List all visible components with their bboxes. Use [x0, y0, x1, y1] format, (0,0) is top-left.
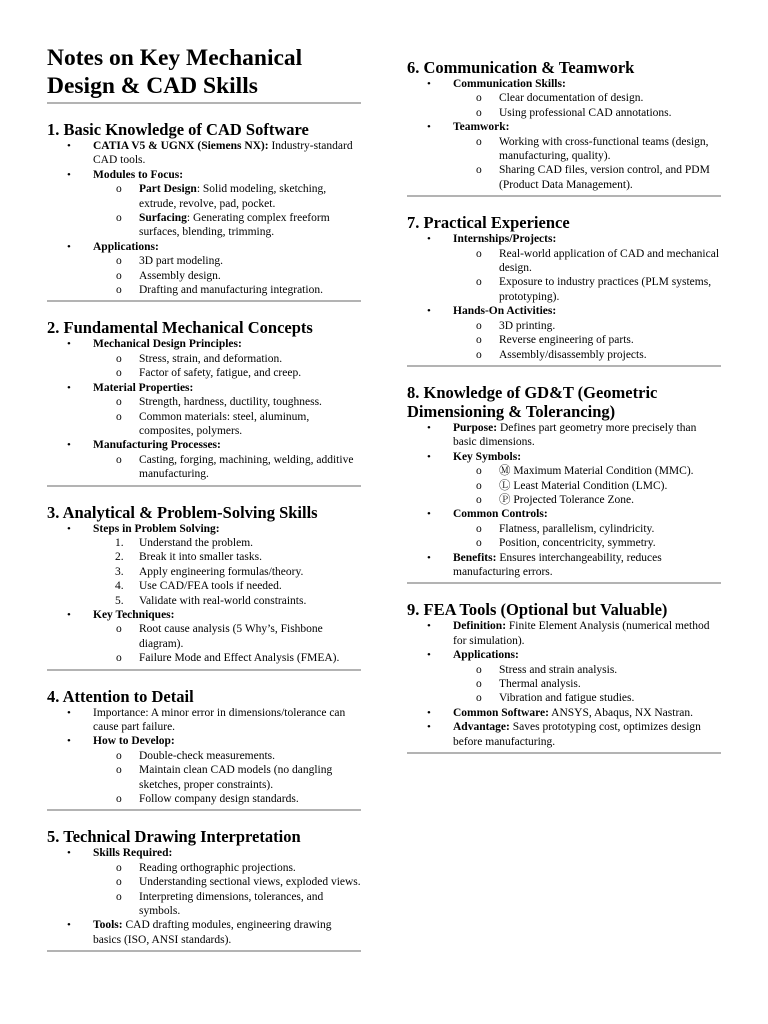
sub-item — [47, 565, 361, 579]
sub-item — [407, 135, 721, 164]
sub-bullet-marker: o — [116, 764, 122, 777]
item-label: Communication Skills: — [453, 78, 566, 90]
item-text: Industry-standard CAD tools. — [93, 140, 353, 167]
sub-item — [47, 875, 361, 889]
bullet-list — [47, 706, 361, 807]
sub-item — [47, 352, 361, 366]
sub-bullet-marker: o — [476, 522, 482, 535]
section-divider — [407, 752, 721, 754]
item-label: Common Software: — [453, 706, 549, 719]
sub-item — [47, 651, 361, 665]
sub-item — [47, 861, 361, 875]
list-item — [407, 706, 721, 720]
step-number: 4. — [115, 580, 124, 593]
item-label: Mechanical Design Principles: — [93, 338, 242, 351]
list-item — [47, 734, 361, 806]
section — [47, 811, 361, 952]
right-sections — [407, 58, 721, 754]
sub-list — [93, 254, 361, 297]
list-item — [407, 77, 721, 120]
document-title: Notes on Key Mechanical Design & CAD Skills — [47, 45, 303, 99]
section-divider — [47, 950, 361, 952]
sub-bullet-marker: o — [476, 663, 482, 676]
sub-list — [453, 91, 721, 120]
sub-item-text: Ⓟ Projected Tolerance Zone. — [499, 493, 635, 506]
sub-item-text: Understanding sectional views, exploded views. — [139, 876, 361, 889]
sub-item — [407, 163, 721, 192]
sub-bullet-marker: o — [116, 410, 122, 423]
sub-item-text: Strength, hardness, ductility, toughness. — [139, 396, 322, 409]
item-text: CAD drafting modules, engineering drawing basics (ISO, ANSI standards). — [93, 919, 332, 946]
sub-item — [47, 283, 361, 297]
sub-bullet-marker: o — [116, 396, 122, 409]
sub-item-text: Common materials: steel, aluminum, composites, polymers. — [139, 410, 310, 437]
sub-list — [93, 395, 361, 438]
sub-item — [47, 763, 361, 792]
sub-item-text: Exposure to industry practices (PLM systems, prototyping). — [499, 276, 712, 303]
sub-item — [407, 691, 721, 705]
item-label: CATIA V5 & UGNX (Siemens NX): — [93, 140, 269, 152]
sub-item — [407, 348, 721, 362]
sub-bullet-marker: o — [476, 164, 482, 177]
sub-item — [407, 106, 721, 120]
bullet-list — [47, 139, 361, 297]
sub-bullet-marker: o — [116, 367, 122, 380]
list-item — [47, 846, 361, 918]
section — [47, 302, 361, 486]
bullet-marker: • — [67, 522, 71, 535]
sub-item-label: Surfacing — [139, 212, 187, 225]
sub-bullet-marker: o — [476, 106, 482, 119]
sub-item — [47, 410, 361, 439]
bullet-marker: • — [67, 706, 71, 719]
bullet-list — [407, 421, 721, 579]
sub-item — [47, 890, 361, 919]
bullet-marker: • — [427, 121, 431, 134]
item-text: Defines part geometry more precisely than basic dimensions. — [453, 421, 697, 449]
sub-list — [453, 522, 721, 551]
sub-list — [93, 861, 361, 919]
sub-item — [47, 182, 361, 211]
section — [47, 671, 361, 812]
sub-item-text: Stress, strain, and deformation. — [139, 352, 283, 365]
bullet-marker: • — [67, 381, 71, 394]
sub-item-text: Drafting and manufacturing integration. — [139, 284, 323, 297]
section — [407, 58, 721, 197]
section-heading: 2. Fundamental Mechanical Concepts — [47, 318, 313, 338]
sub-item-text: Ⓛ Least Material Condition (LMC). — [499, 479, 668, 492]
sub-item — [47, 792, 361, 806]
sub-bullet-marker: o — [476, 465, 482, 478]
item-label: Steps in Problem Solving: — [93, 522, 220, 535]
section-heading: 4. Attention to Detail — [47, 686, 194, 706]
item-label: How to Develop: — [93, 735, 175, 748]
list-item — [47, 706, 361, 735]
item-label: Purpose: — [453, 421, 498, 434]
sub-bullet-marker: o — [116, 255, 122, 268]
sub-item — [407, 493, 721, 507]
sub-item — [407, 247, 721, 276]
bullet-marker: • — [427, 233, 431, 246]
sub-bullet-marker: o — [476, 92, 482, 105]
sub-bullet-marker: o — [116, 623, 122, 636]
bullet-marker: • — [67, 168, 71, 181]
item-label: Applications: — [453, 649, 519, 662]
sub-item — [47, 550, 361, 564]
bullet-marker: • — [427, 721, 431, 734]
item-text: Saves prototyping cost, optimizes design before manufacturing. — [453, 721, 701, 748]
sub-list — [93, 182, 361, 240]
sub-bullet-marker: o — [116, 861, 122, 874]
sub-item-text: 3D part modeling. — [139, 255, 223, 268]
step-number: 2. — [115, 551, 124, 564]
sub-list — [453, 663, 721, 706]
sub-bullet-marker: o — [476, 537, 482, 550]
section-heading: 7. Practical Experience — [407, 213, 570, 233]
sub-item-text: Failure Mode and Effect Analysis (FMEA). — [139, 652, 340, 665]
sub-item — [407, 479, 721, 493]
bullet-marker: • — [427, 508, 431, 521]
list-item — [47, 522, 361, 608]
sub-item — [47, 269, 361, 283]
sub-bullet-marker: o — [476, 678, 482, 690]
sub-item — [47, 749, 361, 763]
bullet-marker: • — [427, 78, 431, 90]
step-number: 5. — [115, 594, 124, 607]
sub-bullet-marker: o — [476, 319, 482, 332]
bullet-marker: • — [427, 450, 431, 463]
sub-bullet-marker: o — [476, 479, 482, 492]
sub-item-text: Ⓜ Maximum Material Condition (MMC). — [499, 465, 694, 478]
bullet-marker: • — [67, 240, 71, 253]
sub-item-text: Using professional CAD annotations. — [499, 106, 672, 119]
section — [407, 367, 721, 584]
numbered-list — [93, 536, 361, 608]
sub-item-text: Flatness, parallelism, cylindricity. — [499, 522, 655, 535]
sub-bullet-marker: o — [116, 749, 122, 762]
sub-item — [407, 275, 721, 304]
sub-bullet-marker: o — [116, 352, 122, 365]
sub-item-text: Assembly design. — [139, 269, 221, 282]
sub-bullet-marker: o — [116, 876, 122, 889]
list-item — [407, 421, 721, 450]
bullet-marker: • — [427, 649, 431, 662]
sub-item-text: Factor of safety, fatigue, and creep. — [139, 367, 302, 380]
section — [407, 197, 721, 367]
item-label: Advantage: — [453, 721, 510, 734]
bullet-marker: • — [67, 608, 71, 621]
sub-item — [407, 522, 721, 536]
sub-item — [47, 594, 361, 608]
right-column — [407, 0, 721, 754]
sub-item-text: Use CAD/FEA tools if needed. — [139, 580, 282, 593]
sub-item — [47, 453, 361, 482]
left-sections — [47, 104, 361, 952]
sub-item-text: Real-world application of CAD and mechanical design. — [499, 247, 720, 275]
sub-bullet-marker: o — [116, 269, 122, 282]
bullet-marker: • — [67, 140, 71, 152]
item-text: Finite Element Analysis (numerical method for simulation). — [453, 620, 710, 647]
sub-item — [407, 333, 721, 347]
bullet-marker: • — [67, 847, 71, 860]
section-heading: 1. Basic Knowledge of CAD Software — [47, 120, 309, 139]
bullet-marker: • — [427, 706, 431, 719]
sub-list — [453, 319, 721, 362]
sub-item — [47, 395, 361, 409]
sub-item-text: Root cause analysis (5 Why’s, Fishbone diagram). — [139, 623, 323, 650]
sub-bullet-marker: o — [476, 493, 482, 506]
sub-item-text: Break it into smaller tasks. — [139, 551, 262, 564]
list-item — [47, 381, 361, 439]
bullet-list — [47, 846, 361, 947]
sub-list — [93, 352, 361, 381]
sub-bullet-marker: o — [116, 453, 122, 466]
item-label: Common Controls: — [453, 508, 548, 521]
sub-item-text: Reverse engineering of parts. — [499, 334, 634, 347]
item-text: Importance: A minor error in dimensions/tolerance can cause part failure. — [93, 706, 346, 733]
sub-list — [93, 453, 361, 482]
section-heading: 3. Analytical & Problem-Solving Skills — [47, 502, 318, 522]
sub-item-text: Vibration and fatigue studies. — [499, 692, 635, 705]
item-label: Definition: — [453, 620, 507, 633]
bullet-marker: • — [67, 735, 71, 748]
sub-bullet-marker: o — [116, 183, 122, 196]
sub-item-text: Interpreting dimensions, tolerances, and symbols. — [139, 890, 324, 918]
section-heading: 8. Knowledge of GD&T (Geometric Dimensioning & Tolerancing) — [407, 382, 658, 421]
list-item — [407, 551, 721, 580]
bullet-list — [47, 337, 361, 481]
sub-item — [407, 536, 721, 550]
item-label: Skills Required: — [93, 847, 173, 860]
bullet-marker: • — [427, 305, 431, 318]
bullet-marker: • — [427, 421, 431, 434]
sub-item-text: : Solid modeling, sketching, extrude, revolve, pad, pocket. — [139, 183, 327, 210]
list-item — [407, 720, 721, 749]
sub-item — [407, 677, 721, 691]
sub-item-text: Follow company design standards. — [139, 793, 299, 806]
step-number: 1. — [115, 536, 124, 549]
sub-item — [47, 536, 361, 550]
sub-item-text: Apply engineering formulas/theory. — [139, 565, 304, 578]
item-label: Internships/Projects: — [453, 233, 557, 246]
bullet-marker: • — [427, 551, 431, 564]
sub-item-text: Casting, forging, machining, welding, additive manufacturing. — [139, 453, 354, 481]
sub-list — [453, 135, 721, 193]
sub-item-text: Understand the problem. — [139, 536, 254, 549]
section — [47, 104, 361, 302]
bullet-list — [407, 77, 721, 192]
section — [47, 487, 361, 671]
bullet-marker: • — [67, 439, 71, 452]
item-label: Manufacturing Processes: — [93, 439, 221, 452]
sub-item-text: Thermal analysis. — [499, 678, 581, 690]
list-item — [47, 918, 361, 947]
sub-bullet-marker: o — [476, 692, 482, 705]
sub-item-text: Validate with real-world constraints. — [139, 594, 307, 607]
item-label: Tools: — [93, 919, 123, 932]
sub-item-text: Clear documentation of design. — [499, 92, 644, 105]
sub-item — [407, 464, 721, 478]
sub-bullet-marker: o — [116, 652, 122, 665]
sub-bullet-marker: o — [116, 890, 122, 903]
list-item — [47, 608, 361, 666]
sub-item — [47, 622, 361, 651]
item-label: Hands-On Activities: — [453, 305, 557, 318]
sub-list — [453, 464, 721, 507]
sub-item — [47, 254, 361, 268]
sub-item-text: Reading orthographic projections. — [139, 861, 296, 874]
bullet-marker: • — [67, 338, 71, 351]
sub-bullet-marker: o — [476, 135, 482, 148]
sub-item — [407, 663, 721, 677]
section-heading: 6. Communication & Teamwork — [407, 58, 635, 77]
item-label: Benefits: — [453, 551, 497, 564]
sub-list — [93, 622, 361, 665]
item-label: Applications: — [93, 240, 159, 253]
item-text: Ensures interchangeability, reduces manufacturing errors. — [453, 551, 662, 578]
list-item — [47, 168, 361, 240]
list-item — [407, 450, 721, 508]
item-label: Key Techniques: — [93, 608, 175, 621]
sub-item — [47, 211, 361, 240]
sub-item-label: Part Design — [139, 183, 197, 196]
sub-bullet-marker: o — [116, 284, 122, 297]
list-item — [407, 232, 721, 304]
sub-item-text: Maintain clean CAD models (no dangling sketches, proper constraints). — [139, 764, 333, 791]
list-item — [407, 120, 721, 192]
sub-item-text: Sharing CAD files, version control, and PDM (Product Data Management). — [499, 164, 710, 191]
sub-item — [407, 91, 721, 105]
section-heading: 9. FEA Tools (Optional but Valuable) — [407, 600, 668, 620]
item-label: Teamwork: — [453, 121, 510, 134]
sub-item-text: : Generating complex freeform surfaces, blending, trimming. — [139, 212, 330, 239]
item-label: Material Properties: — [93, 381, 194, 394]
sub-bullet-marker: o — [116, 793, 122, 806]
sub-item-text: Double-check measurements. — [139, 749, 276, 762]
sub-item-text: Working with cross-functional teams (design, manufacturing, quality). — [499, 135, 709, 163]
bullet-marker: • — [427, 620, 431, 633]
list-item — [407, 304, 721, 362]
sub-bullet-marker: o — [476, 348, 482, 361]
sub-bullet-marker: o — [116, 212, 122, 225]
sub-bullet-marker: o — [476, 334, 482, 347]
sub-item — [47, 579, 361, 593]
sub-item-text: Assembly/disassembly projects. — [499, 348, 647, 361]
bullet-list — [407, 619, 721, 749]
sub-list — [93, 749, 361, 807]
list-item — [407, 648, 721, 706]
sub-bullet-marker: o — [476, 276, 482, 289]
left-column — [47, 0, 361, 952]
sub-item-text: 3D printing. — [499, 319, 556, 332]
item-label: Modules to Focus: — [93, 168, 184, 181]
section-heading: 5. Technical Drawing Interpretation — [47, 827, 301, 847]
bullet-list — [407, 232, 721, 362]
sub-item — [47, 366, 361, 380]
list-item — [407, 619, 721, 648]
list-item — [47, 438, 361, 481]
list-item — [47, 337, 361, 380]
sub-bullet-marker: o — [476, 247, 482, 260]
list-item — [47, 139, 361, 168]
sub-item — [407, 319, 721, 333]
item-text: ANSYS, Abaqus, NX Nastran. — [548, 706, 694, 719]
sub-item-text: Stress and strain analysis. — [499, 663, 618, 676]
sub-list — [453, 247, 721, 305]
list-item — [407, 507, 721, 550]
item-label: Key Symbols: — [453, 450, 522, 463]
section — [407, 584, 721, 754]
list-item — [47, 240, 361, 298]
bullet-list — [47, 522, 361, 666]
sub-item-text: Position, concentricity, symmetry. — [499, 537, 656, 550]
step-number: 3. — [115, 565, 124, 578]
bullet-marker: • — [67, 919, 71, 932]
